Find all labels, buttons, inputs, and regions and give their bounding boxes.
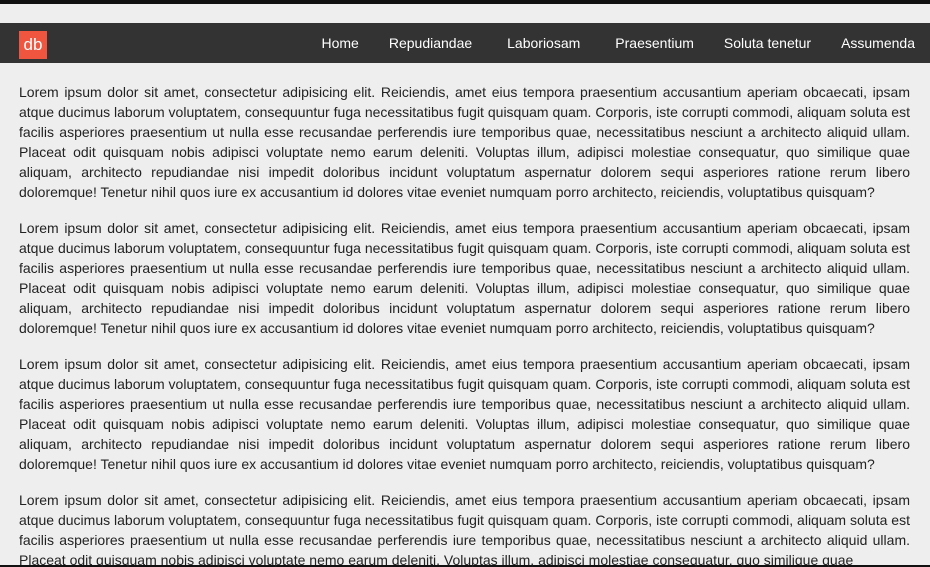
nav-item-home[interactable]: Home [321, 35, 359, 51]
nav-item-assumenda[interactable]: Assumenda [841, 35, 915, 51]
paragraph: Lorem ipsum dolor sit amet, consectetur adipisicing elit. Reiciendis, amet eius tempora praesentium accusantium aperiam obcaecati, ipsam atque ducimus laborum voluptatem, consequuntur fuga necessitatibus fugit quisquam quam. Corporis, iste corrupti commodi, aliquam soluta est facilis asperiores praesentium ut nulla esse recusandae perferendis iure temporibus quae, necessitatibus nesciunt a architecto aliquid ullam. Placeat odit quisquam nobis adipisci voluptate nemo earum deleniti. Voluptas illum, adipisci molestiae consequatur, quo similique quae [19, 492, 910, 567]
nav-item-soluta-tenetur[interactable]: Soluta tenetur [723, 35, 812, 51]
paragraph: Lorem ipsum dolor sit amet, consectetur adipisicing elit. Reiciendis, amet eius tempora praesentium accusantium aperiam obcaecati, ipsam atque ducimus laborum voluptatem, consequuntur fuga necessitatibus fugit quisquam quam. Corporis, iste corrupti commodi, aliquam soluta est facilis asperiores praesentium ut nulla esse recusandae perferendis iure temporibus quae, necessitatibus nesciunt a architecto aliquid ullam. Placeat odit quisquam nobis adipisci voluptate nemo earum deleniti. Voluptas illum, adipisci molestiae consequatur, quo similique quae aliquam, architecto repudiandae nisi impedit doloribus incidunt voluptatum aspernatur dolorem sequi asperiores ratione rerum libero doloremque! Tenetur nihil quos iure ex accusantium id dolores vitae eveniet numquam porro architecto, reiciendis, voluptatibus quisquam? [19, 84, 910, 200]
nav-links [321, 23, 915, 63]
brand-logo[interactable]: db [19, 31, 47, 59]
nav-item-praesentium[interactable]: Praesentium [615, 35, 694, 51]
paragraph: Lorem ipsum dolor sit amet, consectetur adipisicing elit. Reiciendis, amet eius tempora praesentium accusantium aperiam obcaecati, ipsam atque ducimus laborum voluptatem, consequuntur fuga necessitatibus fugit quisquam quam. Corporis, iste corrupti commodi, aliquam soluta est facilis asperiores praesentium ut nulla esse recusandae perferendis iure temporibus quae, necessitatibus nesciunt a architecto aliquid ullam. Placeat odit quisquam nobis adipisci voluptate nemo earum deleniti. Voluptas illum, adipisci molestiae consequatur, quo similique quae aliquam, architecto repudiandae nisi impedit doloribus incidunt voluptatum aspernatur dolorem sequi asperiores ratione rerum libero doloremque! Tenetur nihil quos iure ex accusantium id dolores vitae eveniet numquam porro architecto, reiciendis, voluptatibus quisquam? [19, 356, 910, 472]
top-strip [0, 4, 930, 23]
navbar [0, 23, 930, 63]
nav-item-laboriosam[interactable]: Laboriosam [507, 35, 581, 51]
main-content [19, 82, 910, 567]
nav-item-repudiandae[interactable]: Repudiandae [388, 35, 473, 51]
paragraph: Lorem ipsum dolor sit amet, consectetur adipisicing elit. Reiciendis, amet eius tempora praesentium accusantium aperiam obcaecati, ipsam atque ducimus laborum voluptatem, consequuntur fuga necessitatibus fugit quisquam quam. Corporis, iste corrupti commodi, aliquam soluta est facilis asperiores praesentium ut nulla esse recusandae perferendis iure temporibus quae, necessitatibus nesciunt a architecto aliquid ullam. Placeat odit quisquam nobis adipisci voluptate nemo earum deleniti. Voluptas illum, adipisci molestiae consequatur, quo similique quae aliquam, architecto repudiandae nisi impedit doloribus incidunt voluptatum aspernatur dolorem sequi asperiores ratione rerum libero doloremque! Tenetur nihil quos iure ex accusantium id dolores vitae eveniet numquam porro architecto, reiciendis, voluptatibus quisquam? [19, 220, 910, 336]
